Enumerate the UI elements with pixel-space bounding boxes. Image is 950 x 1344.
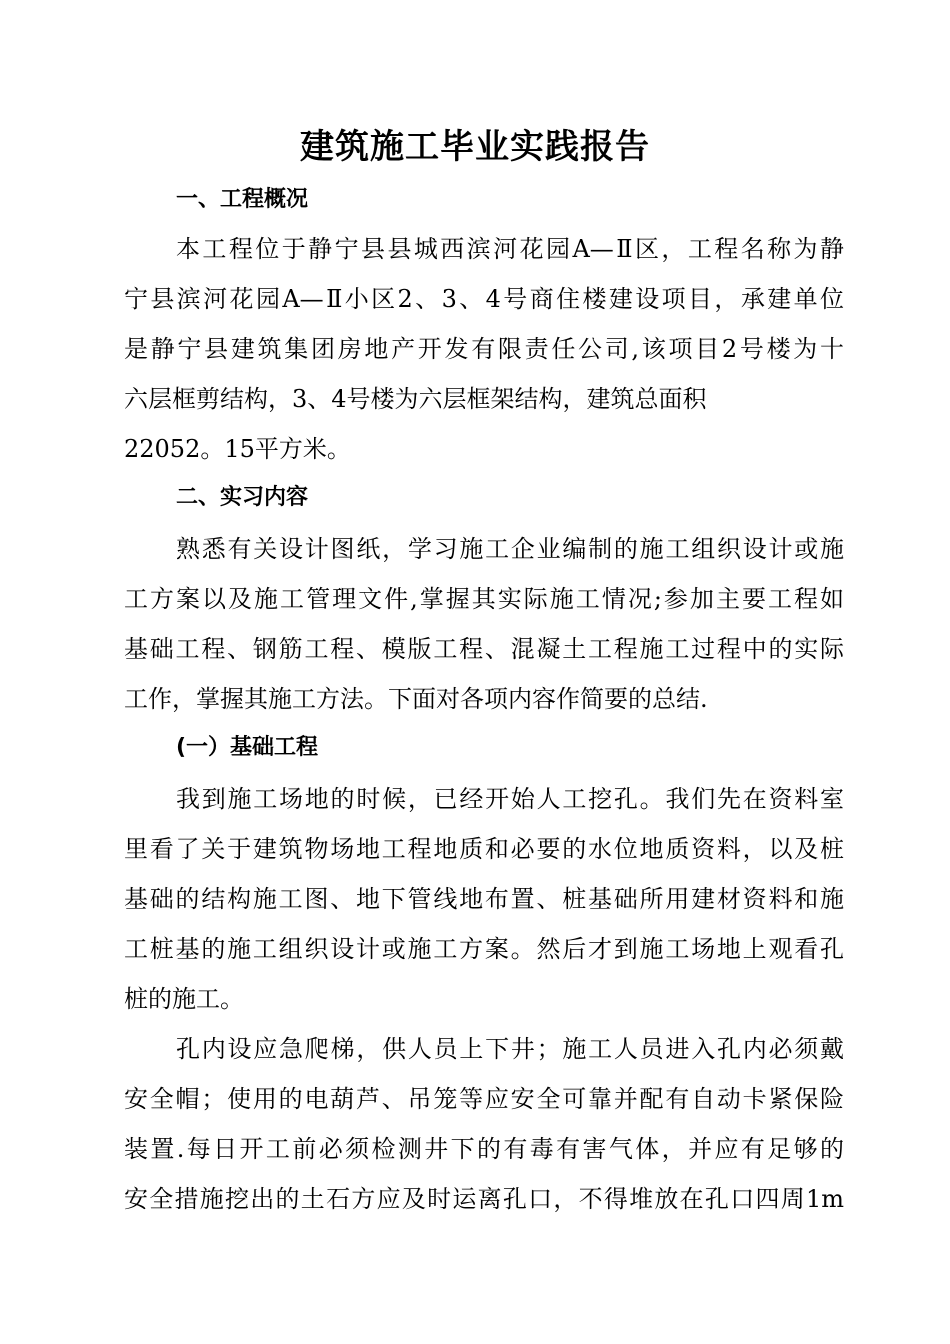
paragraph-line: 工方案以及施工管理文件,掌握其实际施工情况;参加主要工程如	[124, 585, 844, 613]
paragraph-line: 工桩基的施工组织设计或施工方案。然后才到施工场地上观看孔	[124, 935, 844, 963]
paragraph-line: 六层框剪结构，3、4号楼为六层框架结构，建筑总面积	[124, 385, 707, 413]
paragraph-line: 装置.每日开工前必须检测井下的有毒有害气体，并应有足够的	[124, 1135, 844, 1163]
paragraph-line: 基础的结构施工图、地下管线地布置、桩基础所用建材资料和施	[124, 885, 844, 913]
paragraph-line: 工作，掌握其施工方法。下面对各项内容作简要的总结.	[124, 685, 708, 713]
section-heading-content: 二、实习内容	[176, 485, 309, 510]
paragraph-line: 安全措施挖出的土石方应及时运离孔口，不得堆放在孔口四周1m	[124, 1185, 844, 1213]
paragraph-line: 本工程位于静宁县县城西滨河花园A—Ⅱ区，工程名称为静	[176, 235, 844, 263]
paragraph-line: 是静宁县建筑集团房地产开发有限责任公司,该项目2号楼为十	[124, 335, 844, 363]
paragraph-line: 我到施工场地的时候，已经开始人工挖孔。我们先在资料室	[176, 785, 844, 813]
paragraph-line: 桩的施工。	[124, 985, 244, 1013]
paragraph-line: 孔内设应急爬梯，供人员上下井；施工人员进入孔内必须戴	[176, 1035, 844, 1063]
section-heading-foundation: (一）基础工程	[176, 735, 319, 760]
paragraph-line: 22052。15平方米。	[124, 435, 351, 463]
paragraph-line: 基础工程、钢筋工程、模版工程、混凝土工程施工过程中的实际	[124, 635, 844, 663]
section-heading-overview: 一、工程概况	[176, 187, 309, 212]
paragraph-line: 宁县滨河花园A—Ⅱ小区2、3、4号商住楼建设项目，承建单位	[124, 285, 844, 313]
paragraph-line: 安全帽；使用的电葫芦、吊笼等应安全可靠并配有自动卡紧保险	[124, 1085, 844, 1113]
paragraph-line: 里看了关于建筑物场地工程地质和必要的水位地质资料，以及桩	[124, 835, 844, 863]
document-title: 建筑施工毕业实践报告	[300, 127, 650, 167]
paragraph-line: 熟悉有关设计图纸，学习施工企业编制的施工组织设计或施	[176, 535, 844, 563]
